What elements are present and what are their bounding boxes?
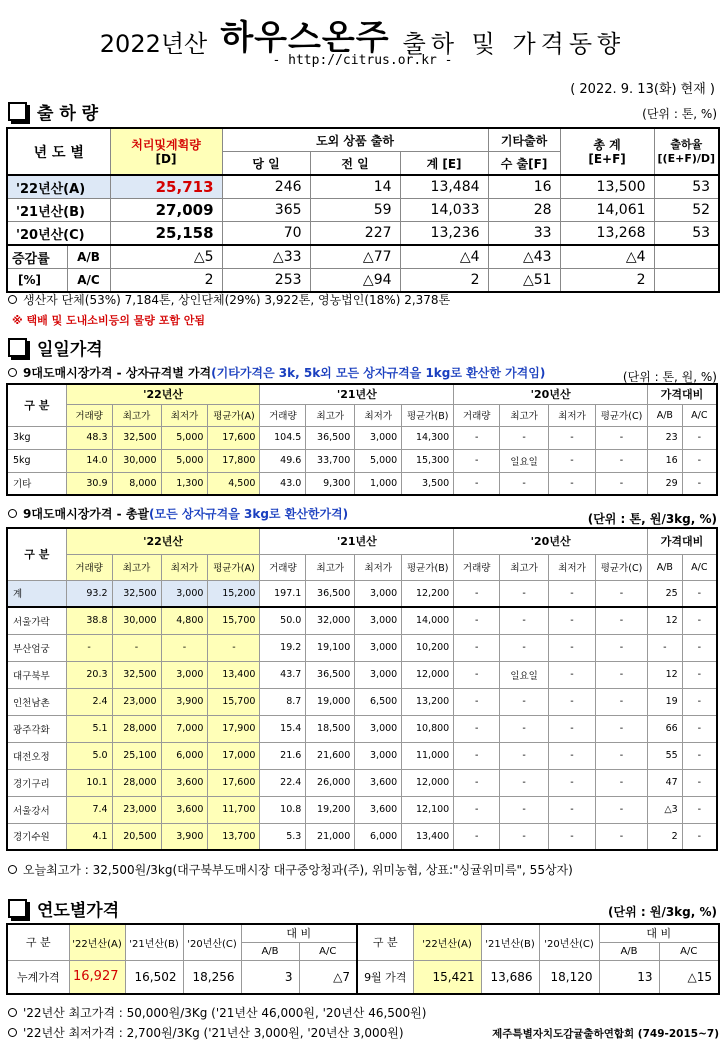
- table-row-ab: 증감률 A/B △5 △33 △77 △4 △43 △4: [7, 245, 719, 269]
- table-cell: 7,000: [161, 715, 208, 742]
- table-cell: -: [454, 472, 500, 495]
- table-cell: 3,000: [355, 580, 402, 607]
- table-cell: 12,200: [402, 580, 454, 607]
- yearly-note-low: '22년산 최저가격 : 2,700원/3Kg ('21년산 3,000원, '20년산 3,000원): [8, 1024, 404, 1041]
- yearly-unit: (단위 : 원/3kg, %): [608, 905, 717, 919]
- col-total: 계 [E]: [400, 152, 488, 176]
- table-cell: 14,000: [402, 607, 454, 634]
- table-cell: 13,200: [402, 688, 454, 715]
- circle-bullet-icon: [8, 368, 17, 377]
- table-cell: 1,300: [161, 472, 208, 495]
- table-cell: -: [595, 796, 647, 823]
- table-cell: 3,600: [161, 796, 208, 823]
- table-row: [7, 688, 717, 715]
- table-cell: 21,000: [306, 823, 355, 850]
- table-cell: -: [500, 607, 549, 634]
- table-cell: 3,500: [402, 472, 454, 495]
- table-cell: -: [549, 634, 596, 661]
- shipping-section-title: 출 하 량: [8, 99, 98, 124]
- table-cell: 17,900: [208, 715, 260, 742]
- table-cell: -: [682, 426, 717, 449]
- table-cell: -: [549, 742, 596, 769]
- row-label: 5kg: [7, 449, 66, 472]
- table-cell: 3,000: [355, 607, 402, 634]
- checkbox-square-icon: [8, 338, 27, 357]
- table-cell: -: [595, 742, 647, 769]
- table-cell: 17,600: [208, 769, 260, 796]
- table-cell: 7.4: [66, 796, 112, 823]
- table-cell: 13,700: [208, 823, 260, 850]
- table-cell: -: [454, 823, 500, 850]
- table-cell: 8.7: [260, 688, 306, 715]
- price-by-box-table: 구 분 '22년산 '21년산 '20년산 가격대비 거래량 최고가 최저가 평균가(A) 거래량 최고가 최저가 평균가(B) 거래량 최고가 최저가 평균가(C) A/B A/C 3kg 48.3 32,500 5,000 17,600 104.5 36,500 3,000 14,300 - - - - 23 - 5kg 14.0 30,000 5,000 17,800 49.6 33,700 5,000 15,300 - 일요일 - - 16 - 기타 30.9 8,000 1,300 4,500 43.0 9,300 1,000 3,500 - - - - 29 -: [6, 383, 718, 496]
- checkbox-square-icon: [8, 102, 27, 121]
- table-cell: 10,800: [402, 715, 454, 742]
- shipping-footnote: ※ 택배 및 도내소비등의 물량 포함 안됨: [12, 314, 206, 327]
- table-cell: 19: [648, 688, 683, 715]
- table-cell: -: [682, 823, 717, 850]
- table-cell: -: [454, 769, 500, 796]
- row-label: 부산엄궁: [7, 634, 66, 661]
- table-row: [7, 742, 717, 769]
- table-cell: 2: [648, 823, 683, 850]
- yearly-section-title: 연도별가격: [8, 896, 119, 921]
- circle-bullet-icon: [8, 295, 17, 304]
- table-row: [7, 769, 717, 796]
- table-cell: -: [500, 823, 549, 850]
- table-cell: -: [595, 634, 647, 661]
- table-cell: 1,000: [355, 472, 402, 495]
- table-cell: -: [595, 715, 647, 742]
- table-cell: 30,000: [112, 449, 161, 472]
- row-label: 서울가락: [7, 607, 66, 634]
- table-cell: 12,000: [402, 661, 454, 688]
- row-label: 3kg: [7, 426, 66, 449]
- table-cell: 4,500: [208, 472, 260, 495]
- table-cell: -: [112, 634, 161, 661]
- table-row: [7, 796, 717, 823]
- table-cell: -: [454, 449, 500, 472]
- table-cell: 104.5: [260, 426, 306, 449]
- col-prev: 전 일: [310, 152, 400, 176]
- table-row: [7, 607, 717, 634]
- table-cell: 38.8: [66, 607, 112, 634]
- table-cell: 3,000: [355, 715, 402, 742]
- table-cell: -: [682, 607, 717, 634]
- table-row: [7, 449, 717, 472]
- table-cell: -: [208, 634, 260, 661]
- table-cell: 33,700: [306, 449, 355, 472]
- table-cell: 2.4: [66, 688, 112, 715]
- table-cell: 20,500: [112, 823, 161, 850]
- table-cell: 21.6: [260, 742, 306, 769]
- table-cell: 55: [648, 742, 683, 769]
- table-cell: 3,000: [161, 580, 208, 607]
- table-cell: 197.1: [260, 580, 306, 607]
- table-cell: 6,500: [355, 688, 402, 715]
- table-cell: 11,700: [208, 796, 260, 823]
- table-row: [7, 580, 717, 607]
- page-title: [0, 10, 725, 56]
- table-cell: 일요일: [500, 449, 549, 472]
- table-cell: -: [549, 769, 596, 796]
- table-cell: 23,000: [112, 688, 161, 715]
- table-cell: 3,000: [355, 661, 402, 688]
- table-cell: 12,000: [402, 769, 454, 796]
- table-cell: 47: [648, 769, 683, 796]
- table-row: [7, 715, 717, 742]
- table-cell: 3,600: [355, 796, 402, 823]
- circle-bullet-icon: [8, 509, 17, 518]
- col-export: 수 출[F]: [488, 152, 560, 176]
- table-cell: 8,000: [112, 472, 161, 495]
- table-cell: -: [595, 607, 647, 634]
- table-cell: 12: [648, 661, 683, 688]
- table-row: [7, 634, 717, 661]
- col-year: 년 도 별: [7, 128, 110, 175]
- title-year: 2022년산: [99, 30, 208, 58]
- table-cell: -: [682, 688, 717, 715]
- table-cell: 3,000: [161, 661, 208, 688]
- col-rate: 출하율 [(E+F)/D]: [654, 128, 719, 175]
- table-cell: -: [66, 634, 112, 661]
- table-cell: 25,100: [112, 742, 161, 769]
- table-cell: 3,900: [161, 688, 208, 715]
- table-row: [7, 823, 717, 850]
- table-cell: △3: [648, 796, 683, 823]
- table-cell: -: [454, 715, 500, 742]
- table-row: '20년산(C) 25,158 70 227 13,236 33 13,268 53: [7, 222, 719, 246]
- table-cell: 36,500: [306, 580, 355, 607]
- table-cell: -: [500, 426, 549, 449]
- col-other: 기타출하: [488, 128, 560, 152]
- report-date: ( 2022. 9. 13(화) 현재 ): [570, 82, 715, 97]
- table-cell: 30.9: [66, 472, 112, 495]
- table-cell: -: [500, 580, 549, 607]
- table-cell: -: [595, 449, 647, 472]
- shipping-note: 생산자 단체(53%) 7,184톤, 상인단체(29%) 3,922톤, 영농법인(18%) 2,378톤: [8, 291, 450, 308]
- table-cell: -: [549, 426, 596, 449]
- table-cell: -: [454, 688, 500, 715]
- table-cell: 36,500: [306, 426, 355, 449]
- daily-sub2-title: 9대도매시장가격 - 총괄(모든 상자규격을 3kg로 환산한가격): [8, 505, 348, 522]
- table-cell: 4.1: [66, 823, 112, 850]
- table-cell: -: [454, 426, 500, 449]
- table-cell: 36,500: [306, 661, 355, 688]
- table-cell: 15,700: [208, 607, 260, 634]
- title-brand: 하우스온주: [220, 18, 390, 58]
- table-cell: 3,600: [161, 769, 208, 796]
- col-today: 당 일: [222, 152, 310, 176]
- table-cell: -: [549, 688, 596, 715]
- table-cell: -: [549, 472, 596, 495]
- table-cell: 28,000: [112, 769, 161, 796]
- table-cell: -: [549, 580, 596, 607]
- table-cell: 일요일: [500, 661, 549, 688]
- circle-bullet-icon: [8, 1008, 17, 1017]
- table-cell: 10.8: [260, 796, 306, 823]
- shipping-table: [6, 127, 720, 293]
- checkbox-square-icon: [8, 899, 27, 918]
- row-label: 기타: [7, 472, 66, 495]
- table-cell: 3,000: [355, 634, 402, 661]
- table-cell: -: [595, 472, 647, 495]
- table-cell: -: [595, 580, 647, 607]
- table-cell: 19,000: [306, 688, 355, 715]
- table-cell: 4,800: [161, 607, 208, 634]
- table-cell: -: [500, 472, 549, 495]
- row-label: 인천남촌: [7, 688, 66, 715]
- circle-bullet-icon: [8, 865, 17, 874]
- table-cell: -: [161, 634, 208, 661]
- title-rest: 출하 및 가격동향: [402, 30, 626, 58]
- table-row: [7, 472, 717, 495]
- table-cell: 19.2: [260, 634, 306, 661]
- daily-sub1-title: 9대도매시장가격 - 상자규격별 가격(기타가격은 3k, 5k외 모든 상자규격을 1kg로 환산한 가격임): [8, 364, 545, 381]
- table-cell: 17,800: [208, 449, 260, 472]
- row-label: 서울강서: [7, 796, 66, 823]
- table-cell: 5,000: [161, 449, 208, 472]
- table-cell: 22.4: [260, 769, 306, 796]
- table-cell: 5.1: [66, 715, 112, 742]
- daily-sub2-unit: (단위 : 톤, 원/3kg, %): [587, 512, 717, 526]
- table-cell: 10,200: [402, 634, 454, 661]
- table-cell: 66: [648, 715, 683, 742]
- table-cell: -: [682, 742, 717, 769]
- table-cell: 6,000: [355, 823, 402, 850]
- table-cell: 43.7: [260, 661, 306, 688]
- table-cell: 21,600: [306, 742, 355, 769]
- table-cell: -: [595, 661, 647, 688]
- table-cell: 13,400: [402, 823, 454, 850]
- yearly-note-high: '22년산 최고가격 : 50,000원/3Kg ('21년산 46,000원, '20년산 46,500원): [8, 1004, 426, 1021]
- table-cell: 9,300: [306, 472, 355, 495]
- table-cell: 5,000: [355, 449, 402, 472]
- table-cell: -: [549, 715, 596, 742]
- daily-note: 오늘최고가 : 32,500원/3kg(대구북부도매시장 대구중앙청과(주), 위미농협, 상표:"싱귤위미륵", 55상자): [8, 861, 573, 878]
- table-cell: -: [549, 823, 596, 850]
- table-row: '21년산(B) 27,009 365 59 14,033 28 14,061 52: [7, 199, 719, 222]
- table-cell: 25: [648, 580, 683, 607]
- table-cell: 3,600: [355, 769, 402, 796]
- table-cell: -: [549, 607, 596, 634]
- row-label: 경기수원: [7, 823, 66, 850]
- table-cell: 26,000: [306, 769, 355, 796]
- table-cell: 15,300: [402, 449, 454, 472]
- table-cell: 19,100: [306, 634, 355, 661]
- table-cell: 15,700: [208, 688, 260, 715]
- table-cell: 3,900: [161, 823, 208, 850]
- table-cell: -: [595, 688, 647, 715]
- table-cell: 29: [648, 472, 683, 495]
- table-row-ac: [%] A/C 2 253 △94 2 △51 2: [7, 269, 719, 293]
- table-cell: -: [648, 634, 683, 661]
- table-cell: -: [682, 796, 717, 823]
- table-cell: -: [595, 823, 647, 850]
- table-cell: 50.0: [260, 607, 306, 634]
- table-cell: -: [500, 688, 549, 715]
- table-row: '22년산(A) 25,713 246 14 13,484 16 13,500 53: [7, 175, 719, 199]
- table-cell: 19,200: [306, 796, 355, 823]
- table-cell: 3,000: [355, 742, 402, 769]
- col-domestic: 도외 상품 출하: [222, 128, 488, 152]
- table-cell: 3,000: [355, 426, 402, 449]
- shipping-unit: (단위 : 톤, %): [642, 107, 717, 121]
- row-label: 광주각화: [7, 715, 66, 742]
- table-cell: 13,400: [208, 661, 260, 688]
- table-cell: 17,600: [208, 426, 260, 449]
- table-row: [7, 426, 717, 449]
- table-row: [7, 661, 717, 688]
- table-cell: 32,500: [112, 426, 161, 449]
- table-cell: 16: [648, 449, 683, 472]
- table-cell: 12: [648, 607, 683, 634]
- yearly-price-table: 구 분 '22년산(A) '21년산(B) '20년산(C) 대 비 구 분 '22년산(A) '21년산(B) '20년산(C) 대 비 A/B A/C A/B A/C 누계가격 16,927 16,502 18,256 3 △7 9월 가격 15,421 13,686 18,120 13 △15: [6, 923, 720, 995]
- table-cell: 15,200: [208, 580, 260, 607]
- table-cell: 20.3: [66, 661, 112, 688]
- table-cell: -: [500, 742, 549, 769]
- table-cell: -: [500, 715, 549, 742]
- circle-bullet-icon: [8, 1028, 17, 1037]
- table-cell: 10.1: [66, 769, 112, 796]
- daily-sub1-unit: (단위 : 톤, 원, %): [622, 370, 717, 384]
- site-url[interactable]: - http://citrus.or.kr -: [272, 53, 453, 68]
- table-cell: 6,000: [161, 742, 208, 769]
- daily-section-title: 일일가격: [8, 335, 103, 360]
- table-cell: -: [549, 661, 596, 688]
- table-cell: -: [500, 796, 549, 823]
- row-label: 대구북부: [7, 661, 66, 688]
- table-cell: -: [682, 580, 717, 607]
- table-cell: 18,500: [306, 715, 355, 742]
- table-cell: 17,000: [208, 742, 260, 769]
- table-cell: -: [595, 426, 647, 449]
- table-cell: -: [682, 661, 717, 688]
- table-cell: 32,500: [112, 580, 161, 607]
- table-cell: 5,000: [161, 426, 208, 449]
- table-cell: 43.0: [260, 472, 306, 495]
- table-cell: -: [454, 661, 500, 688]
- table-cell: -: [682, 769, 717, 796]
- table-cell: 48.3: [66, 426, 112, 449]
- table-cell: 14,300: [402, 426, 454, 449]
- table-cell: 32,500: [112, 661, 161, 688]
- row-label: 경기구리: [7, 769, 66, 796]
- table-cell: -: [500, 634, 549, 661]
- table-cell: 32,000: [306, 607, 355, 634]
- table-cell: 15.4: [260, 715, 306, 742]
- table-cell: 23,000: [112, 796, 161, 823]
- row-label: 대전오정: [7, 742, 66, 769]
- table-cell: -: [454, 742, 500, 769]
- table-cell: -: [595, 769, 647, 796]
- table-cell: -: [454, 607, 500, 634]
- table-cell: -: [549, 796, 596, 823]
- table-cell: -: [682, 634, 717, 661]
- table-cell: 14.0: [66, 449, 112, 472]
- col-processing: 처리및계획량 [D]: [110, 128, 222, 175]
- table-cell: -: [682, 472, 717, 495]
- table-cell: 11,000: [402, 742, 454, 769]
- col-sum: 총 계 [E+F]: [560, 128, 654, 175]
- table-cell: -: [549, 449, 596, 472]
- table-cell: -: [682, 449, 717, 472]
- table-cell: 23: [648, 426, 683, 449]
- row-label: 계: [7, 580, 66, 607]
- table-cell: 30,000: [112, 607, 161, 634]
- table-cell: 5.3: [260, 823, 306, 850]
- table-cell: 28,000: [112, 715, 161, 742]
- table-cell: 93.2: [66, 580, 112, 607]
- table-cell: 49.6: [260, 449, 306, 472]
- table-cell: 5.0: [66, 742, 112, 769]
- table-cell: 12,100: [402, 796, 454, 823]
- table-row: 누계가격 16,927 16,502 18,256 3 △7 9월 가격 15,421 13,686 18,120 13 △15: [7, 960, 719, 994]
- footer-organization: 제주특별자치도감귤출하연합회 (749-2015~7): [492, 1028, 719, 1040]
- price-summary-table: 구 분 '22년산 '21년산 '20년산 가격대비 거래량 최고가 최저가 평균가(A) 거래량 최고가 최저가 평균가(B) 거래량 최고가 최저가 평균가(C) A/B A/C 계 93.2 32,500 3,000 15,200 197.1 36,500 3,000 12,200 - - - - 25 - 서울가락 38.8 30,000 4,800 15,700 50.0 32,000 3,000 14,000 - - - - 12 - 부산엄궁 - - - - 19.2 19,100 3,000 10,200 - - - - - - 대구북부 20.3 32,500 3,000 13,400 43.7 36,500 3,000 12,000 - 일요일 - - 12 - 인천남촌 2.4 23,000 3,900 15,700 8.7 19,000 6,500 13,200 - - - - 19 - 광주각화 5.1 28,000 7,000 17,900 15.4 18,500 3,000 10,800 - - - - 66 - 대전오정 5.0 25,100 6,000 17,000 21.6 21,600 3,000 11,000 - - - - 55 - 경기구리 10.1 28,000 3,600 17,600 22.4 26,000 3,600 12,000 - - - - 47 - 서울강서 7.4 23,000 3,600 11,700 10.8 19,200 3,600 12,100 - - - - △3 - 경기수원 4.1 20,500 3,900 13,700 5.3 21,000 6,000 13,400 - - - - 2 -: [6, 527, 718, 851]
- table-cell: -: [500, 769, 549, 796]
- table-cell: -: [454, 796, 500, 823]
- table-cell: -: [682, 715, 717, 742]
- table-cell: -: [454, 580, 500, 607]
- table-cell: -: [454, 634, 500, 661]
